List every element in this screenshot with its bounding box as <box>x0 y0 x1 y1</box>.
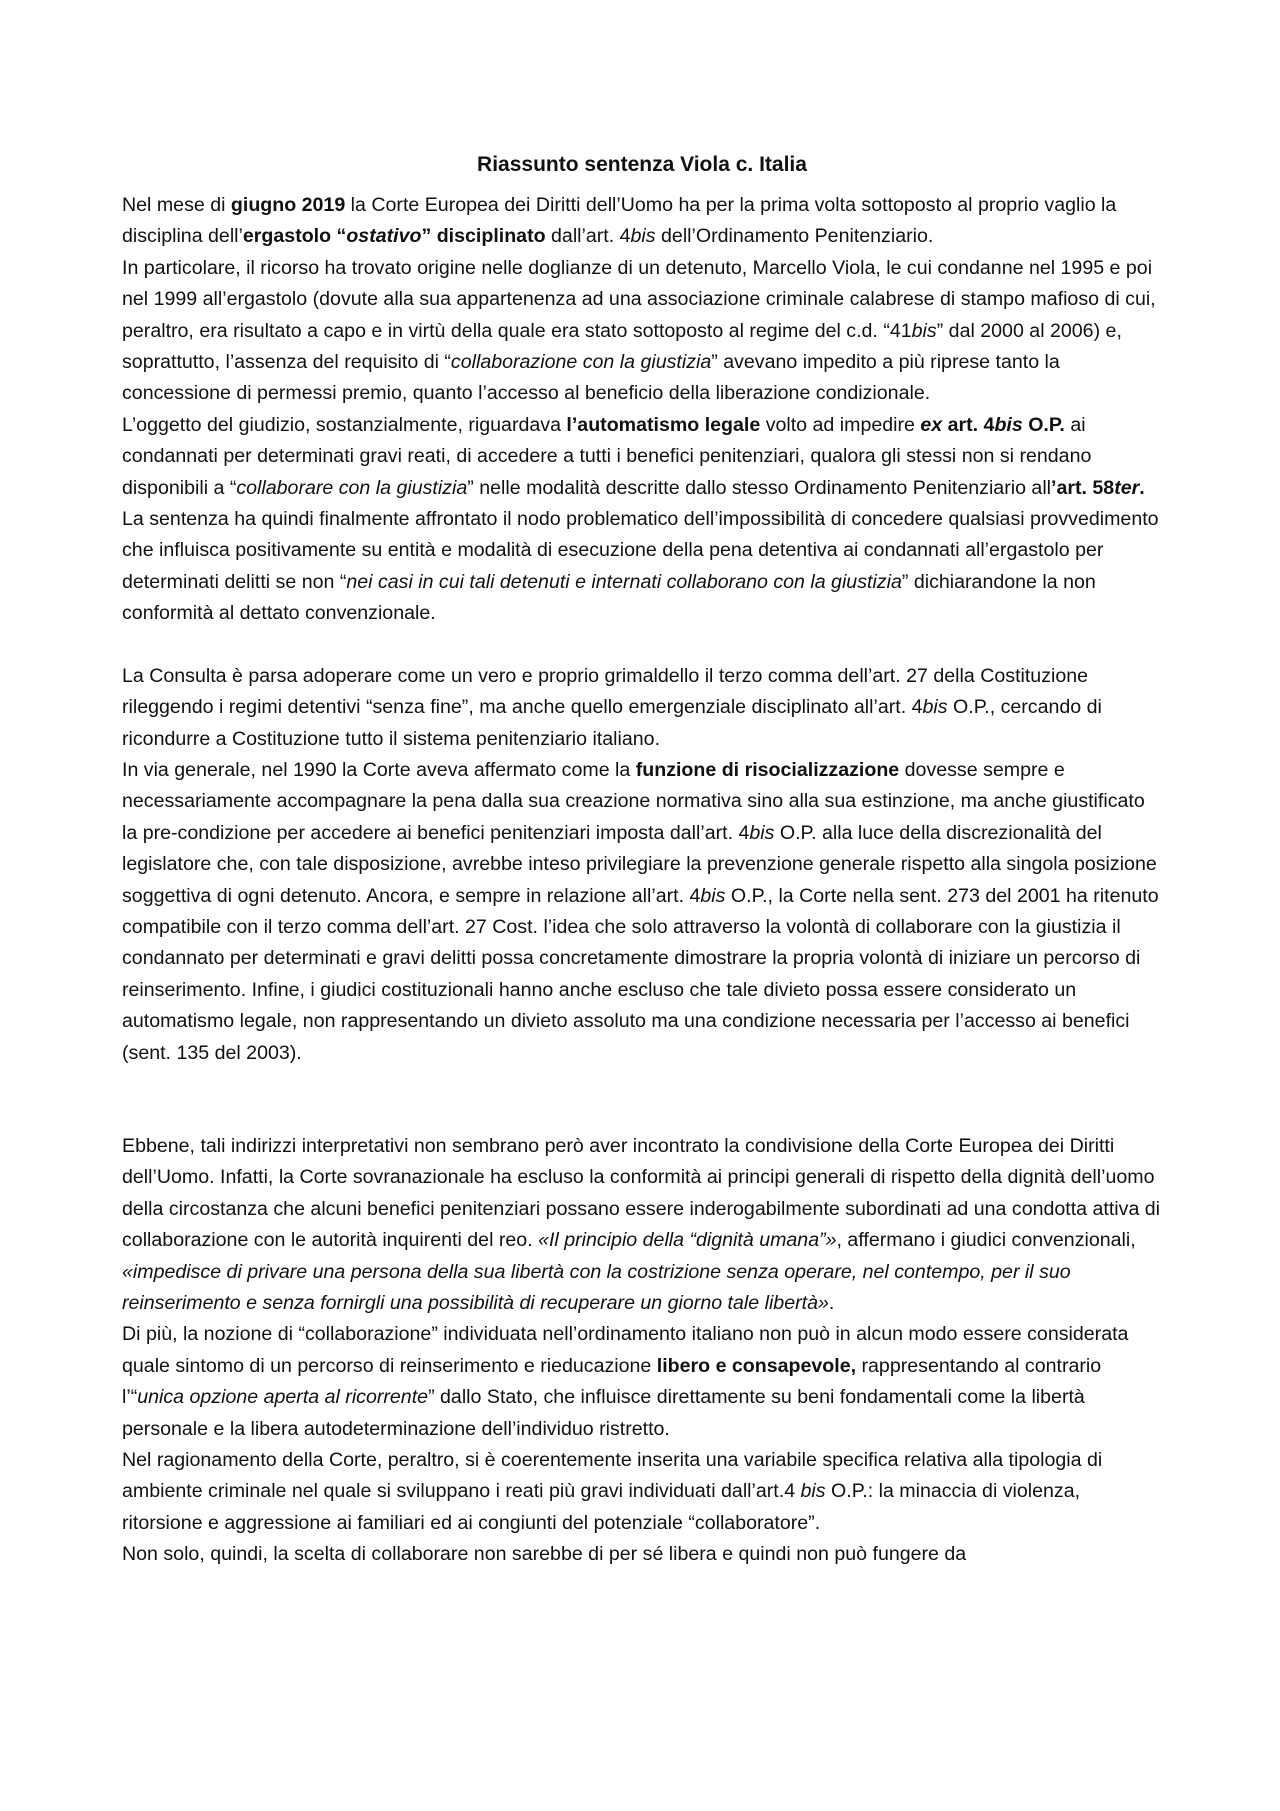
text-run: art. 4 <box>942 413 995 436</box>
text-run: ” dichiarandone la non conformità al dettato convenzionale. <box>122 570 1096 625</box>
text-run: ter <box>1114 476 1140 499</box>
text-run: unica opzione aperta al ricorrente <box>137 1386 429 1409</box>
text-run: «Il principio della “dignità umana”» <box>538 1229 837 1252</box>
paragraph-4 <box>122 504 1162 630</box>
text-run: «impedisce di privare una persona della sua libertà con la costrizione senza operare, nel contempo, per il suo reinserimento e senza fornirgli una possibilità di recuperare un giorno tale libertà» <box>122 1260 1071 1314</box>
spacer <box>122 630 1162 661</box>
text-run: funzione di risocializzazione <box>635 758 900 781</box>
paragraph-7 <box>122 1131 1162 1319</box>
paragraph-5 <box>122 661 1162 755</box>
paragraph-3 <box>122 410 1162 504</box>
text-run: ex <box>920 413 943 436</box>
text-run: dovesse sempre e necessariamente accompagnare la pena dalla sua creazione normativa sino alla sua estinzione, ma anche giustificato la pre-condizione per accedere ai benefici penitenziari imposta dall’art. 4 <box>122 758 1145 844</box>
paragraph-10 <box>122 1539 1162 1570</box>
text-run: La sentenza ha quindi finalmente affrontato il nodo problematico dell’impossibilità di concedere qualsiasi provvedimento che influisca positivamente su entità e modalità di esecuzione della pena detentiva ai condannati all’ergastolo per determinati delitti se non “ <box>122 508 1159 593</box>
text-run: Nel mese di <box>122 194 231 216</box>
text-run: In particolare, il ricorso ha trovato origine nelle doglianze di un detenuto, Marcello Viola, le cui condanne nel 1995 e poi nel 1999 all’ergastolo (dovute alla sua appartenenza ad una associazione criminale calabrese di stampo mafioso di cui, peraltro, era risultato a capo e in virtù della quale era stato sottoposto al regime del c.d. “41 <box>122 256 1156 342</box>
text-run: Ebbene, tali indirizzi interpretativi non sembrano però aver incontrato la condivisione della Corte Europea dei Diritti dell’Uomo. Infatti, la Corte sovranazionale ha escluso la conformità ai principi generali di rispetto della dignità dell’uomo della circostanza che alcuni benefici penitenziari possano essere inderogabilmente subordinati ad una condotta attiva di collaborazione con le autorità inquirenti del reo. <box>122 1134 1161 1252</box>
text-run: Nel ragionamento della Corte, peraltro, si è coerentemente inserita una variabile specifica relativa alla tipologia di ambiente criminale nel quale si sviluppano i reati più gravi individuati dall’art.4 <box>122 1449 1103 1503</box>
text-run: la Corte Europea dei Diritti dell’Uomo ha per la prima volta sottoposto al proprio vaglio la disciplina dell’ <box>122 194 1117 248</box>
text-run: nei casi in cui tali detenuti e internati collaborano con la giustizia <box>346 570 902 593</box>
text-run: O.P., la Corte nella sent. 273 del 2001 ha ritenuto compatibile con il terzo comma dell’art. 27 Cost. l’idea che solo attraverso la volontà di collaborare con la giustizia il condannato per determinati e gravi delitti possa concretamente dimostrare la propria volontà di iniziare un percorso di reinserimento. Infine, i giudici costituzionali hanno anche escluso che tale divieto possa essere considerato un automatismo legale, non rappresentando un divieto assoluto ma una condizione necessaria per l’accesso ai benefici (sent. 135 del 2003). <box>122 884 1159 1064</box>
text-run: La Consulta è parsa adoperare come un vero e proprio grimaldello il terzo comma dell’art. 27 della Costituzione rileggendo i regimi detentivi “senza fine”, ma anche quello emergenziale disciplinato all’art. 4 <box>122 664 1089 719</box>
text-run: bis <box>700 884 726 907</box>
text-run: . <box>1139 476 1145 499</box>
paragraph-8 <box>122 1319 1162 1445</box>
text-run: O.P. alla luce della discrezionalità del legislatore che, con tale disposizione, avrebbe inteso privilegiare la prevenzione generale rispetto alla singola posizione soggettiva di ogni detenuto. Ancora, e sempre in relazione all’art. 4 <box>122 821 1157 907</box>
text-run: O.P., cercando di ricondurre a Costituzione tutto il sistema penitenziario italiano. <box>122 696 1102 750</box>
text-run: ’art. 58 <box>1051 476 1115 499</box>
text-run: ” dal 2000 al 2006) e, soprattutto, l’assenza del requisito di “ <box>122 319 1122 374</box>
text-run: giugno 2019 <box>230 194 346 216</box>
text-run: bis <box>749 821 775 844</box>
paragraph-6 <box>122 755 1162 1069</box>
text-run: collaborazione con la giustizia <box>450 351 712 374</box>
text-run: bis <box>994 413 1023 436</box>
text-run: bis <box>630 225 656 248</box>
text-run: bis <box>922 696 948 719</box>
spacer <box>122 1069 1162 1131</box>
text-run: ai condannati per determinati gravi reati, di accedere a tutti i benefici penitenziari, qualora gli stessi non si rendano disponibili a “ <box>122 413 1092 499</box>
text-run: . <box>828 1292 835 1314</box>
text-run: O.P. <box>1022 413 1065 436</box>
text-run: libero e consapevole, <box>656 1354 857 1377</box>
text-run: O.P.: la minaccia di violenza, ritorsione e aggressione ai familiari ed ai congiunti del potenziale “collaboratore”. <box>122 1480 1081 1534</box>
text-run: L’oggetto del giudizio, sostanzialmente, riguardava <box>122 413 567 436</box>
text-run: In via generale, nel 1990 la Corte aveva affermato come la <box>122 758 636 781</box>
document-page <box>122 150 1162 1571</box>
text-run: ” nelle modalità descritte dallo stesso Ordinamento Penitenziario all <box>467 476 1052 499</box>
document-title: Riassunto sentenza Viola c. Italia <box>477 153 807 176</box>
text-run: ostativo <box>346 225 422 248</box>
text-run: ” dallo Stato, che influisce direttamente su beni fondamentali come la libertà personale e la libera autodeterminazione dell’individuo ristretto. <box>122 1386 1085 1440</box>
text-run: ” disciplinato <box>421 225 546 248</box>
paragraph-9 <box>122 1445 1162 1539</box>
text-run: Non solo, quindi, la scelta di collaborare non sarebbe di per sé libera e quindi non può fungere da <box>122 1543 967 1566</box>
text-run: rappresentando al contrario l’“ <box>122 1354 1102 1409</box>
paragraph-2 <box>122 253 1162 410</box>
text-run: bis <box>911 319 937 342</box>
text-run: , affermano i giudici convenzionali, <box>836 1229 1136 1252</box>
text-run: ergastolo “ <box>242 225 347 248</box>
text-run: Di più, la nozione di “collaborazione” individuata nell’ordinamento italiano non può in alcun modo essere considerata quale sintomo di un percorso di reinserimento e rieducazione <box>122 1323 1129 1377</box>
paragraph-1 <box>122 190 1162 253</box>
text-run: ” avevano impedito a più riprese tanto la concessione di permessi premio, quanto l’accesso al beneficio della liberazione condizionale. <box>122 351 1060 405</box>
text-run: bis <box>800 1480 826 1503</box>
text-run: collaborare con la giustizia <box>236 476 468 499</box>
text-run: l’automatismo legale <box>566 413 761 436</box>
text-run: dell’Ordinamento Penitenziario. <box>655 225 934 248</box>
text-run: volto ad impedire <box>760 413 921 436</box>
text-run: dall’art. 4 <box>545 225 631 248</box>
